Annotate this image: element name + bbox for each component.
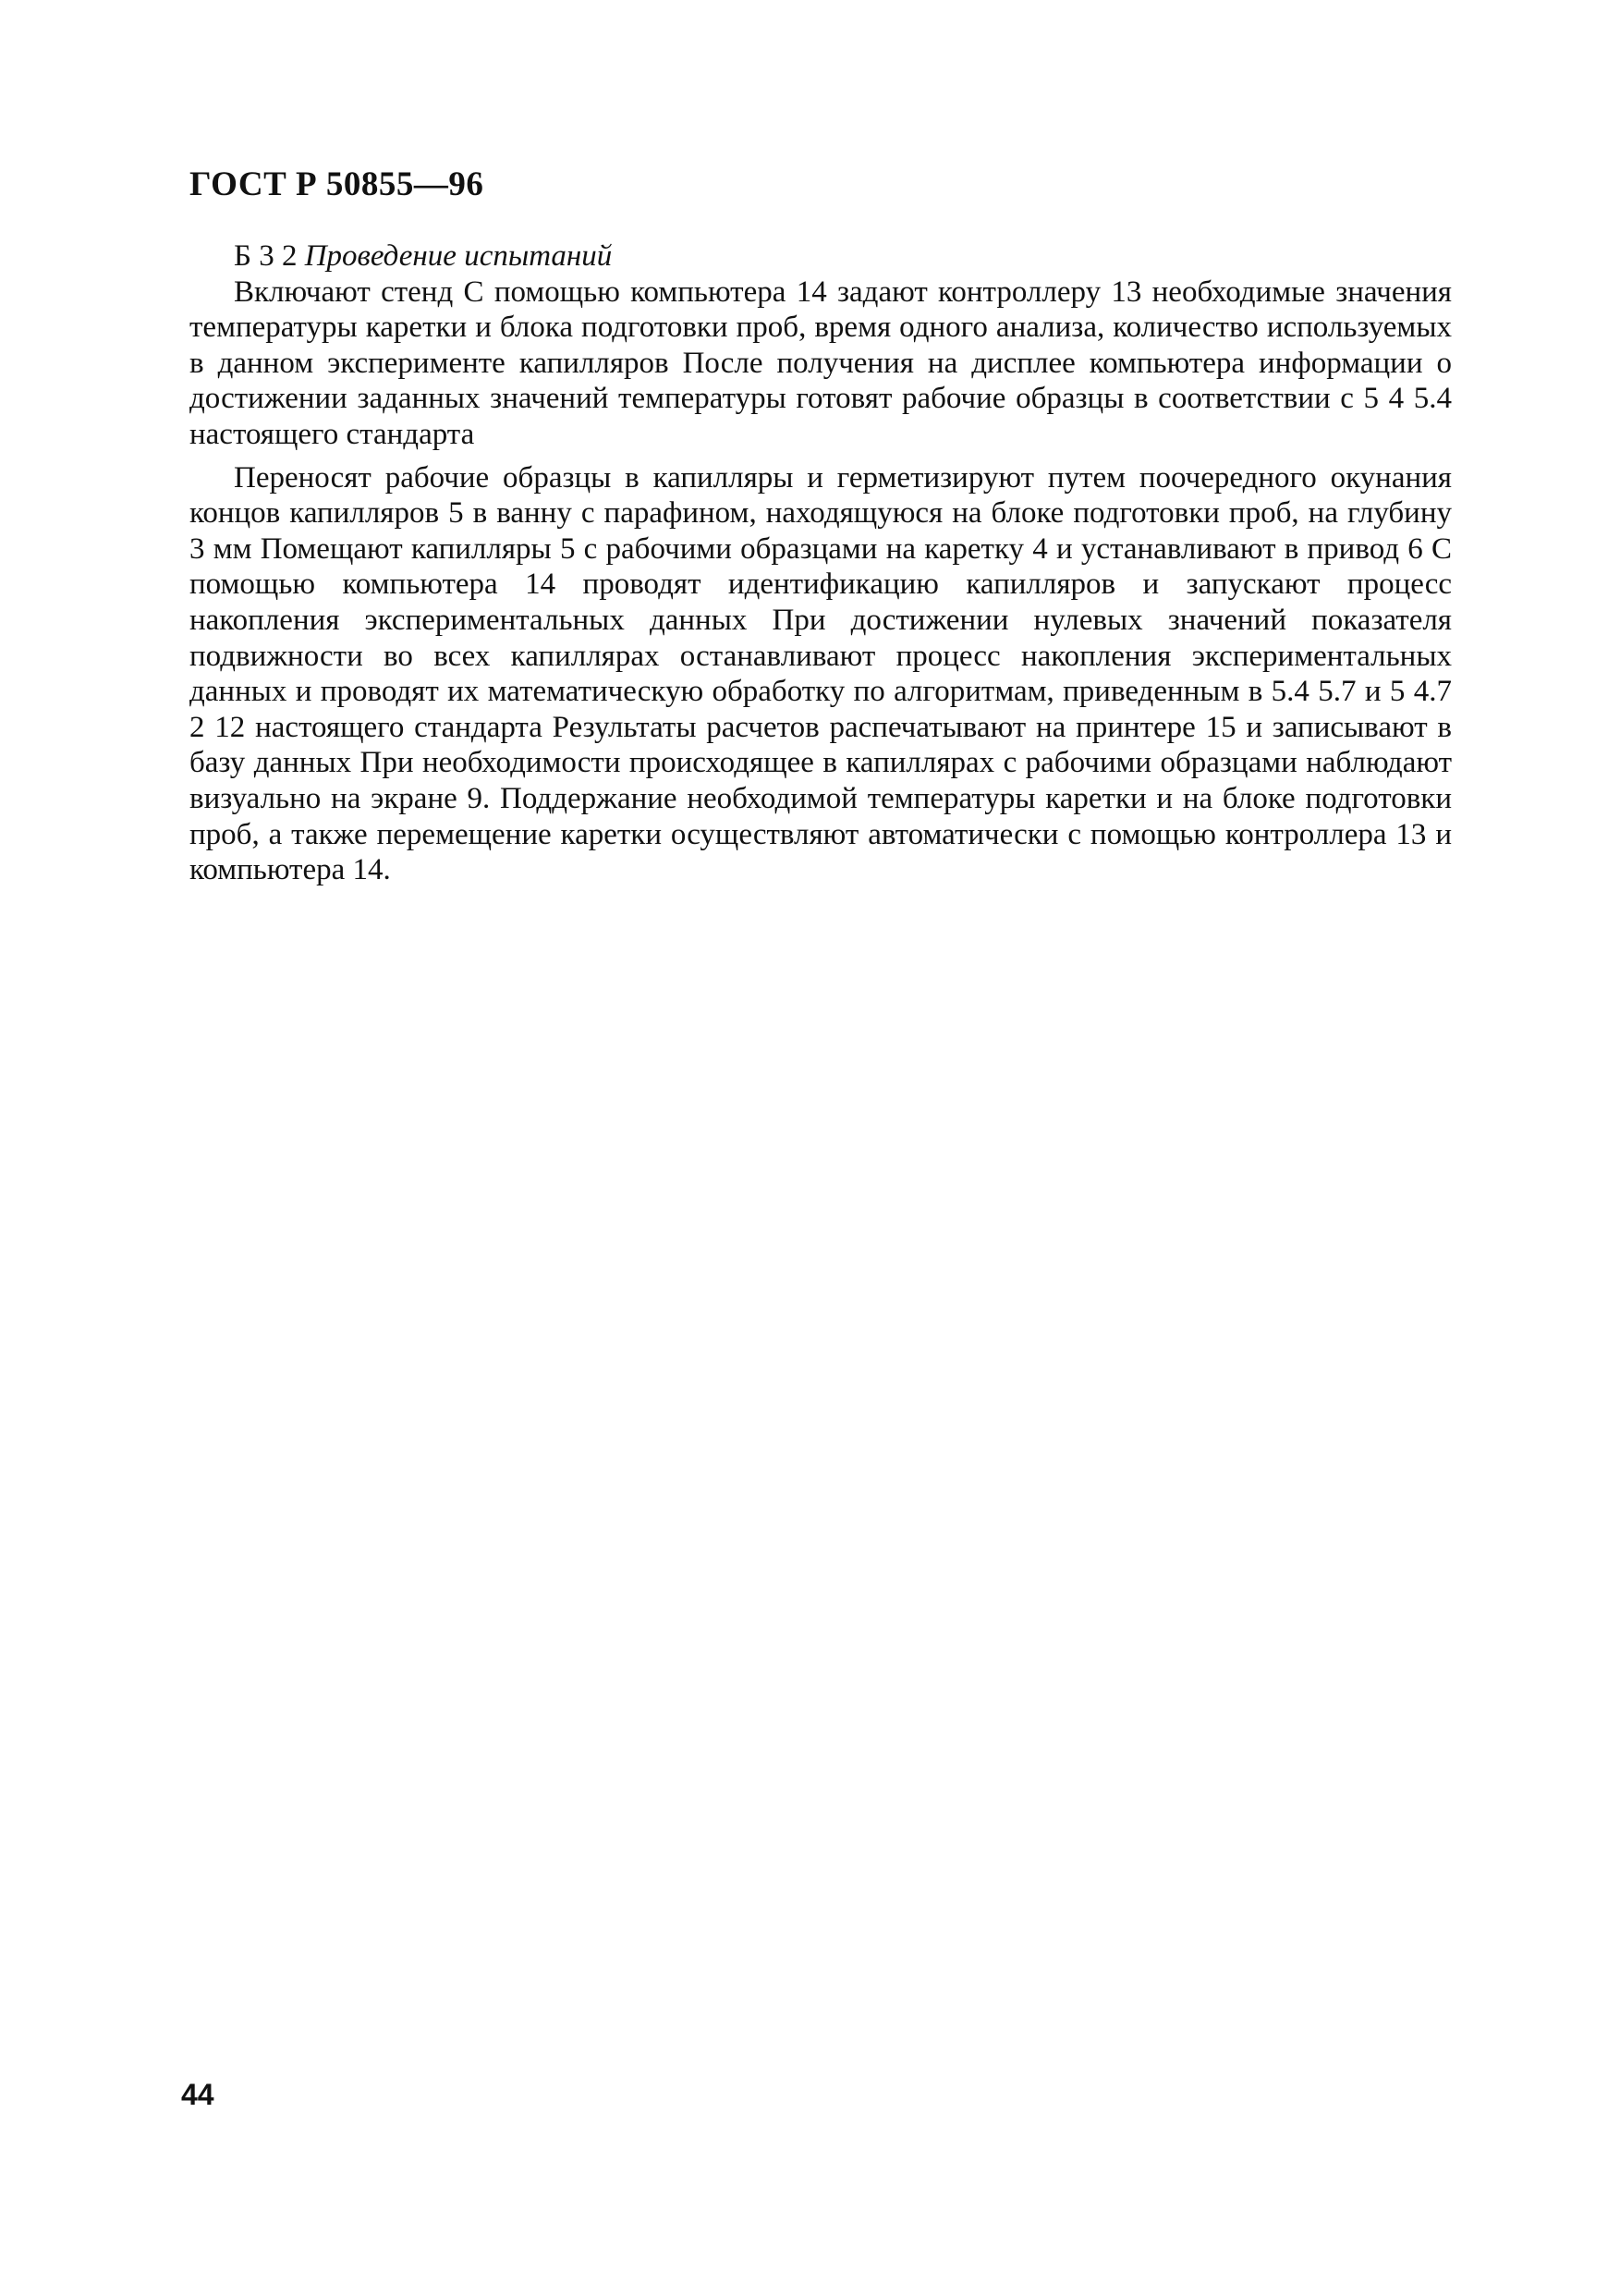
page-number: 44 (181, 2078, 214, 2111)
paragraph-1: Включают стенд С помощью компьютера 14 задают контроллеру 13 необходимые значения температуры каретки и блока подготовки проб, время одного анализа, количество используемых в данном эксперименте капилляров После получения на дисплее компьютера информации о достижении заданных значений температуры готовят рабочие образцы в соответствии с 5 4 5.4 настоящего стандарта (189, 275, 1452, 451)
section-title: Проведение испытаний (304, 239, 613, 273)
section-body (189, 238, 1452, 888)
standard-designation: ГОСТ Р 50855—96 (189, 165, 484, 203)
section-heading (189, 238, 1452, 275)
section-number: Б 3 2 (234, 239, 298, 273)
paragraph-2: Переносят рабочие образцы в капилляры и герметизируют путем поочередного окунания концов капилляров 5 в ванну с парафином, находящуюся на блоке подготовки проб, на глубину 3 мм Помещают капилляры 5 с рабочими образцами на каретку 4 и устанавливают в привод 6 С помощью компьютера 14 проводят идентификацию капилляров и запускают процесс накопления экспериментальных данных При достижении нулевых значений показателя подвижности во всех капиллярах останавливают процесс накопления экспериментальных данных и проводят их математическую обработку по алгоритмам, приведенным в 5.4 5.7 и 5 4.7 2 12 настоящего стандарта Результаты расчетов распечатывают на принтере 15 и записывают в базу данных При необходимости происходящее в капиллярах с рабочими образцами наблюдают визуально на экране 9. Поддержание необходимой температуры каретки и на блоке подготовки проб, а также перемещение каретки осуществляют автоматически с помощью контроллера 13 и компьютера 14. (189, 460, 1452, 887)
